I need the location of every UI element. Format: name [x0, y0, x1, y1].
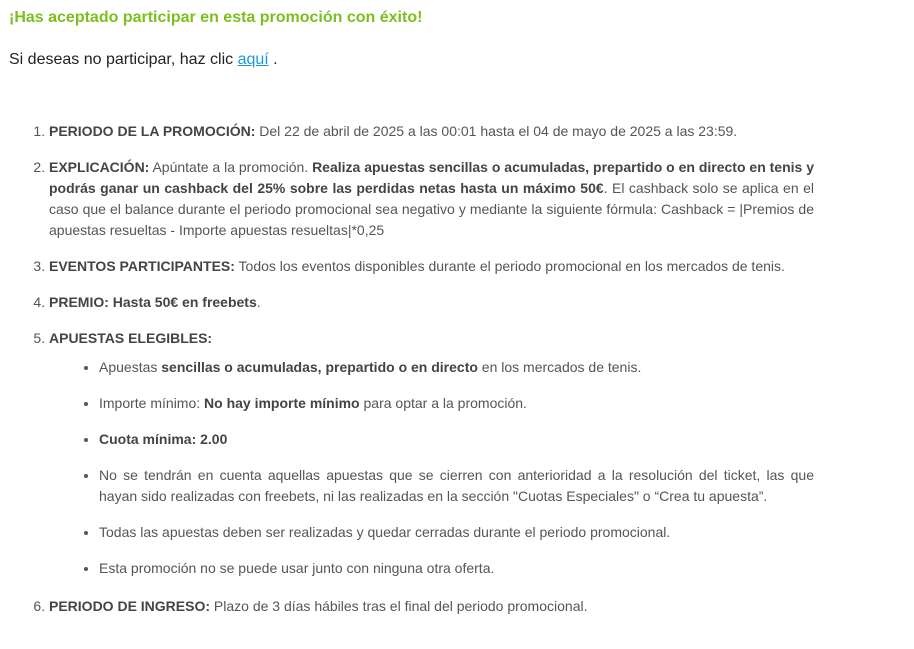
term-events-text: Todos los eventos disponibles durante el periodo promocional en los mercados de tenis. — [234, 258, 785, 274]
term-period — [49, 121, 814, 142]
eligible-item-text: Todas las apuestas deben ser realizadas y quedar cerradas durante el periodo promocional. — [99, 524, 671, 540]
optout-prefix: Si deseas no participar, haz clic — [9, 51, 238, 68]
optout-text — [9, 51, 278, 69]
term-period-title: PERIODO DE LA PROMOCIÓN: — [49, 123, 256, 139]
term-deposit-title: PERIODO DE INGRESO: — [49, 598, 211, 614]
eligible-item — [99, 558, 814, 579]
eligible-item-text: en los mercados de tenis. — [477, 359, 642, 375]
eligible-item-text: Esta promoción no se puede usar junto con ninguna otra oferta. — [99, 560, 495, 576]
eligible-item-bold: Cuota mínima: 2.00 — [99, 431, 228, 447]
eligible-item-bold: No hay importe mínimo — [204, 395, 360, 411]
term-explanation-title: EXPLICACIÓN: — [49, 159, 150, 175]
term-explanation — [49, 157, 814, 241]
term-period-text: Del 22 de abril de 2025 a las 00:01 hasta el 04 de mayo de 2025 a las 23:59. — [255, 123, 738, 139]
eligible-item-text: Apuestas — [99, 359, 162, 375]
term-events-title: EVENTOS PARTICIPANTES: — [49, 258, 235, 274]
optout-suffix: . — [268, 51, 278, 68]
term-explanation-text1: Apúntate a la promoción. — [149, 159, 313, 175]
eligible-item — [99, 393, 814, 414]
term-deposit — [49, 596, 814, 617]
success-message: ¡Has aceptado participar en esta promoción con éxito! — [9, 9, 423, 26]
terms-list — [0, 121, 814, 632]
term-prize-bold: Hasta 50€ en freebets — [108, 294, 257, 310]
term-eligible — [49, 328, 814, 579]
eligible-item — [99, 357, 814, 378]
term-events — [49, 256, 814, 277]
eligible-item-bold: sencillas o acumuladas, prepartido o en directo — [161, 359, 478, 375]
optout-link[interactable]: aquí — [237, 51, 269, 68]
term-prize-title: PREMIO: — [49, 294, 109, 310]
term-explanation-text2: . El cashback solo se aplica en el caso que el balance durante el periodo promocional sea negativo y mediante la siguiente fórmula: Cashback = |Premios de apuestas resueltas - Importe apuestas resueltas|*0,25 — [49, 180, 814, 238]
eligible-item — [99, 429, 814, 450]
eligible-item-text: para optar a la promoción. — [359, 395, 527, 411]
eligible-item — [99, 465, 814, 507]
term-eligible-title: APUESTAS ELEGIBLES: — [49, 330, 213, 346]
term-explanation-bold: Realiza apuestas sencillas o acumuladas, prepartido o en directo en tenis y podrás ganar un cashback del 25% sobre las perdidas netas hasta un máximo 50€ — [49, 159, 814, 196]
eligible-list — [49, 357, 814, 579]
term-prize-text: . — [256, 294, 261, 310]
eligible-item-text: Importe mínimo: — [99, 395, 205, 411]
term-prize — [49, 292, 814, 313]
eligible-item — [99, 522, 814, 543]
term-deposit-text: Plazo de 3 días hábiles tras el final del periodo promocional. — [210, 598, 588, 614]
eligible-item-text: No se tendrán en cuenta aquellas apuestas que se cierren con anterioridad a la resolución del ticket, las que hayan sido realizadas con freebets, ni las realizadas en la sección "Cuotas Especiales" o “Crea tu apuesta”. — [99, 467, 814, 504]
